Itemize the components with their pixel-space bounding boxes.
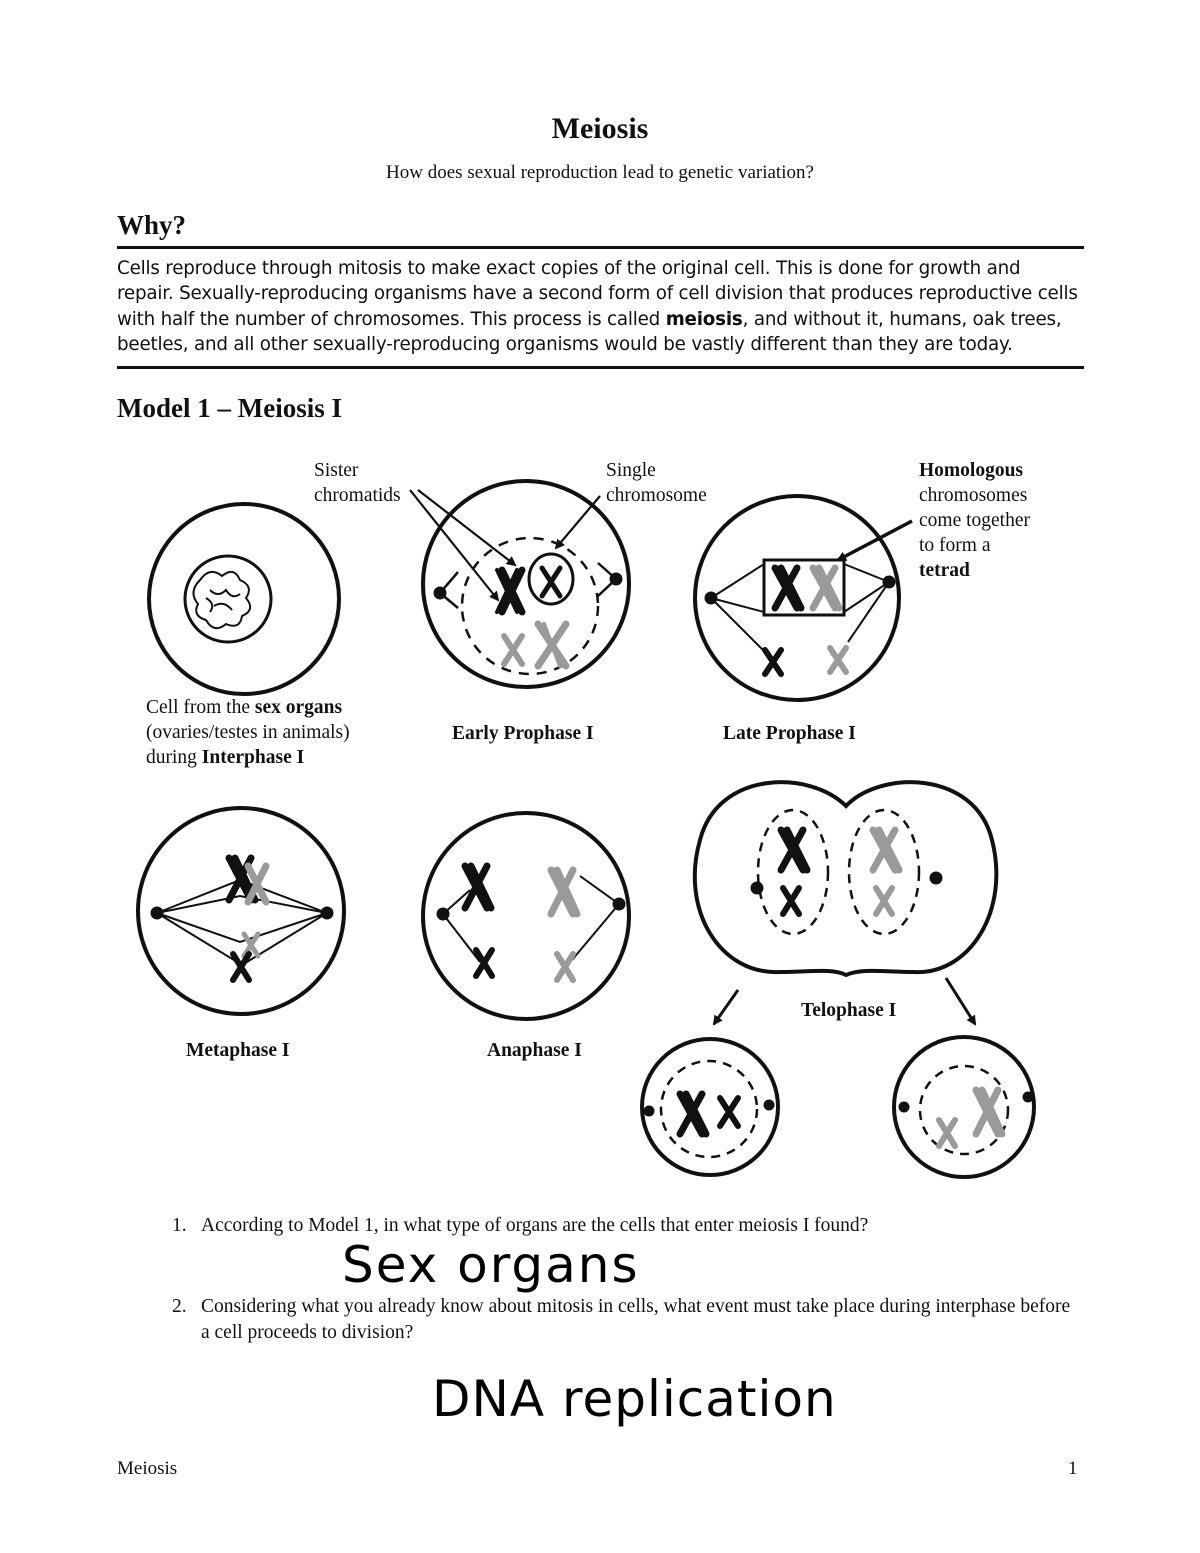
question-2-number: 2. xyxy=(172,1296,187,1317)
stage-early-prophase: Early Prophase I xyxy=(452,723,594,744)
anaphase-cell xyxy=(423,813,629,1019)
chromosome-dark-large xyxy=(465,866,491,908)
stage-telophase: Telophase I xyxy=(801,1000,897,1021)
chromosome-light-small xyxy=(830,648,846,672)
chromosome-light-large xyxy=(813,568,839,608)
question-1-number: 1. xyxy=(172,1215,187,1236)
model-heading: Model 1 – Meiosis I xyxy=(117,393,342,423)
sister-line2: chromatids xyxy=(314,485,401,506)
tetrad-arrow xyxy=(838,521,912,560)
footer-title: Meiosis xyxy=(117,1458,178,1479)
interphase-line3b: Interphase I xyxy=(201,747,305,768)
daughter-cell-left xyxy=(642,1039,778,1175)
page-number: 1 xyxy=(1068,1458,1078,1479)
chromosome-dark-small xyxy=(233,954,249,980)
stage-anaphase: Anaphase I xyxy=(487,1040,582,1061)
chromosome-light-large xyxy=(551,870,577,914)
chromosome-dark-large xyxy=(781,830,807,870)
chromosome-light-large xyxy=(873,830,899,870)
single-line1: Single xyxy=(606,460,656,481)
chromosome-light-large xyxy=(976,1090,1002,1134)
chromosome-dark-small xyxy=(720,1098,738,1126)
chromosome-dark-small xyxy=(476,950,492,976)
chromosome-light-large xyxy=(538,624,566,666)
chromosome-dark-small xyxy=(765,650,781,674)
stage-late-prophase: Late Prophase I xyxy=(723,723,856,744)
chromosome-light-small xyxy=(557,954,573,980)
chromosome-dark-large xyxy=(680,1094,706,1134)
chromosome-light-small xyxy=(504,636,522,664)
label-sister-chromatids xyxy=(314,458,401,508)
homologous-line4: to form a xyxy=(919,535,991,556)
chromosome-light-small xyxy=(876,888,892,914)
interphase-cell xyxy=(149,504,339,694)
why-bold-term: meiosis xyxy=(665,308,743,330)
chromosome-dark-large xyxy=(497,570,522,612)
homologous-bold: Homologous xyxy=(919,460,1024,481)
single-line2: chromosome xyxy=(606,485,707,506)
metaphase-cell xyxy=(138,808,344,1014)
homologous-line2: chromosomes xyxy=(919,485,1028,506)
why-heading: Why? xyxy=(117,210,187,240)
homologous-line3: come together xyxy=(919,510,1030,531)
why-text-before: Cells reproduce through mitosis to make exact copies of the original cell. This is done for growth and repair. Sexually-reproducing organisms have a second form of cell division that produces reproductive cells with half the number of chromosomes. This process is called xyxy=(117,258,1078,330)
chromosome-dark-small xyxy=(783,888,799,914)
chromosome-light-small xyxy=(939,1120,955,1146)
interphase-line1a: Cell from the xyxy=(146,697,255,718)
stage-metaphase: Metaphase I xyxy=(186,1040,290,1061)
why-text-after: , and without it, humans, oak trees, beetles, and all other sexually-reproducing organisms would be vastly different than they are today. xyxy=(117,308,1062,355)
chromosome-dark-small xyxy=(542,568,560,596)
sister-line1: Sister xyxy=(314,460,359,481)
interphase-line1b: sex organs xyxy=(254,697,343,718)
daughter-cell-right xyxy=(894,1037,1034,1177)
arrow-right-daughter xyxy=(946,978,975,1024)
interphase-caption xyxy=(146,695,350,770)
arrow-left-daughter xyxy=(714,990,738,1024)
answer-1-handwriting[interactable]: Sex organs xyxy=(342,1236,640,1294)
page-subtitle: How does sexual reproduction lead to genetic variation? xyxy=(386,162,814,183)
single-arrow xyxy=(556,496,600,548)
question-2-text: Considering what you already know about mitosis in cells, what event must take place during interphase before a cell proceeds to division? xyxy=(201,1296,1071,1343)
label-homologous xyxy=(919,458,1030,583)
chromosome-dark-large xyxy=(775,568,801,608)
interphase-line3a: during xyxy=(146,747,202,768)
answer-2-handwriting[interactable]: DNA replication xyxy=(432,1370,837,1428)
question-1-text: According to Model 1, in what type of organs are the cells that enter meiosis I found? xyxy=(201,1215,869,1236)
homologous-bold2: tetrad xyxy=(919,560,970,581)
telophase-cell xyxy=(695,782,997,975)
early-prophase-cell xyxy=(423,481,629,687)
interphase-line2: (ovaries/testes in animals) xyxy=(146,722,350,743)
label-single-chromosome xyxy=(606,458,707,508)
page-title: Meiosis xyxy=(551,112,649,145)
